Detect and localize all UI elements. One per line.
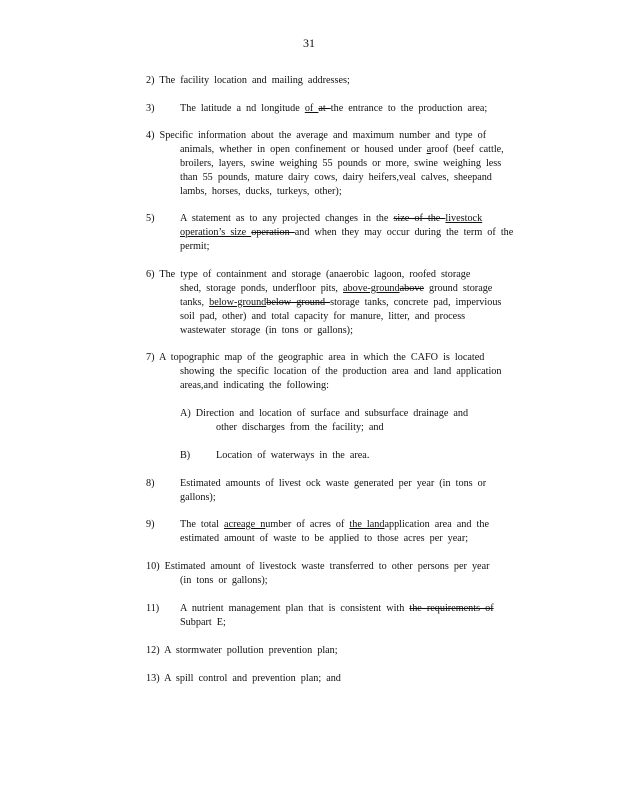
item-3-deletion: at xyxy=(318,103,331,114)
item-9-insertion-2: the land xyxy=(349,519,385,530)
item-7-line-1: 7) A topographic map of the geographic area in which the CAFO is located xyxy=(146,352,485,363)
item-9-insertion-1: acreage n xyxy=(224,519,266,530)
item-4-line-2 xyxy=(146,143,546,157)
item-10-line-2: (in tons or gallons); xyxy=(180,574,268,586)
list-item-6 xyxy=(146,268,546,338)
item-3-text-b: the entrance to the production area; xyxy=(330,103,488,114)
item-11-number: 11) xyxy=(146,603,160,614)
item-6-line-5: wastewater storage (in tons or gallons); xyxy=(180,324,353,336)
list-item-8 xyxy=(146,477,546,505)
item-5-insertion: operation’s size xyxy=(180,226,252,238)
item-5-line-1-end: livestock xyxy=(445,213,483,224)
item-4-line-2-text-b: roof (beef cattle, xyxy=(431,143,504,155)
list-item-2 xyxy=(146,74,546,88)
item-4-line-4: than 55 pounds, mature dairy cows, dairy heifers,veal calves, sheepand xyxy=(180,171,492,183)
list-item-10 xyxy=(146,560,546,588)
item-5-deletion-2: operation xyxy=(251,226,295,238)
item-6-line-3-text: tanks, xyxy=(180,296,210,308)
item-7a-line-1: A) Direction and location of surface and subsurface drainage and xyxy=(180,408,469,419)
item-11-line-2: Subpart E; xyxy=(180,616,226,628)
item-4-line-3: broilers, layers, swine weighing 55 pounds or more, swine weighing less xyxy=(180,157,502,169)
item-12-text: 12) A stormwater pollution prevention plan; xyxy=(146,645,338,656)
page-number: 31 xyxy=(303,36,315,50)
item-4-line-1: 4) Specific information about the average and maximum number and type of xyxy=(146,130,487,141)
list-item-9 xyxy=(146,518,546,546)
item-5-number: 5) xyxy=(146,213,155,224)
list-item-4 xyxy=(146,129,546,199)
item-13-text: 13) A spill control and prevention plan; and xyxy=(146,673,341,684)
item-3-insertion: of xyxy=(304,103,319,114)
item-11-deletion: the requirements of xyxy=(409,603,494,614)
list-item-3 xyxy=(146,102,546,116)
item-10-line-1: 10) Estimated amount of livestock waste transferred to other persons per year xyxy=(146,561,490,572)
item-7a-line-2: other discharges from the facility; and xyxy=(216,421,384,433)
item-6-line-1: 6) The type of containment and storage (anaerobic lagoon, roofed storage xyxy=(146,269,471,280)
list-item-13 xyxy=(146,672,546,686)
item-3-number: 3) xyxy=(146,103,155,114)
list-item-11 xyxy=(146,602,546,630)
list-item-7 xyxy=(146,351,546,393)
item-7b-number: B) xyxy=(180,450,191,461)
item-3-text-a: The latitude a nd longitude xyxy=(180,103,305,114)
item-6-line-4: soil pad, other) and total capacity for manure, litter, and process xyxy=(180,310,466,322)
item-4-line-2-text: animals, whether in open confinement or housed under xyxy=(180,143,427,155)
item-6-line-3-end: storage tanks, concrete pad, impervious xyxy=(330,296,502,308)
item-7-line-3: areas,and indicating the following: xyxy=(180,379,329,391)
item-9-line-2: estimated amount of waste to be applied to those acres per year; xyxy=(180,532,469,544)
item-5-line-3: permit; xyxy=(180,240,210,252)
item-6-insertion-2: below-ground xyxy=(209,296,267,308)
item-9-text-b: umber of acres of xyxy=(265,519,350,530)
item-2-text: 2) The facility location and mailing addresses; xyxy=(146,75,350,86)
item-8-line-1: Estimated amounts of livest ock waste generated per year (in tons or xyxy=(180,478,487,489)
list-item-12 xyxy=(146,644,546,658)
item-6-insertion-1: above-ground xyxy=(343,282,400,294)
item-8-line-2: gallons); xyxy=(180,491,216,503)
item-5-line-2-text: and when they may occur during the term of the xyxy=(294,226,514,238)
list-item-5 xyxy=(146,212,546,254)
item-6-deletion-1: above xyxy=(399,282,424,294)
item-9-text-c: application area and the xyxy=(384,519,489,530)
item-9-number: 9) xyxy=(146,519,155,530)
item-9-text-a: The total xyxy=(180,519,225,530)
item-11-text-a: A nutrient management plan that is consistent with xyxy=(180,603,410,614)
item-6-line-2-end: ground storage xyxy=(423,282,493,294)
item-4-insertion: a xyxy=(426,143,432,155)
item-6-line-2-text: shed, storage ponds, underfloor pits, xyxy=(180,282,344,294)
list-item-7a xyxy=(146,407,546,435)
item-5-line-1-text: A statement as to any projected changes in the xyxy=(180,213,394,224)
item-7b-text: Location of waterways in the area. xyxy=(216,450,370,461)
item-7-line-2: showing the specific location of the production area and land application xyxy=(180,365,502,377)
item-4-line-5: lambs, horses, ducks, turkeys, other); xyxy=(180,185,342,197)
item-8-number: 8) xyxy=(146,478,155,489)
item-5-deletion-1: size of the xyxy=(393,213,446,224)
list-item-7b xyxy=(146,449,546,463)
item-6-deletion-2: below ground xyxy=(266,296,331,308)
